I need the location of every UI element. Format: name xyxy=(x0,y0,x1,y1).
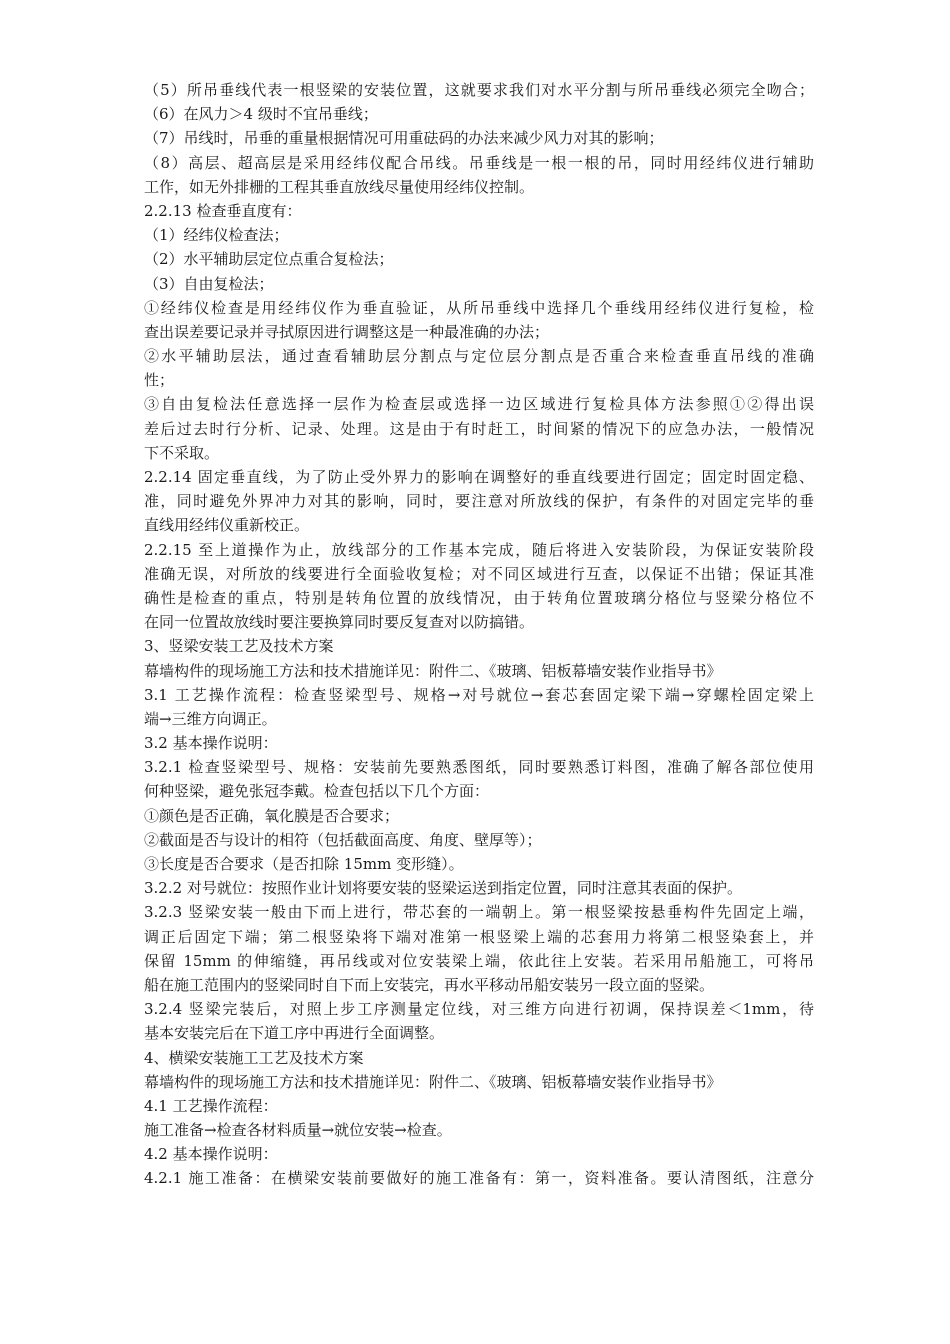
text-line: ③自由复检法任意选择一层作为检查层或选择一边区域进行复检具体方法参照①②得出误 xyxy=(144,395,814,414)
section-paragraph: 3.2.2 对号就位：按照作业计划将要安装的竖梁运送到指定位置，同时注意其表面的保护。 xyxy=(144,879,742,898)
text-line: ②截面是否与设计的相符（包括截面高度、角度、壁厚等）； xyxy=(144,830,542,849)
section-paragraph: 3.1 工艺操作流程：检查竖梁型号、规格→对号就位→套芯套固定梁下端→穿螺栓固定梁上 xyxy=(144,685,814,704)
text-line: 差后过去时行分析、记录、处理。这是由于有时赶工，时间紧的情况下的应急办法，一般情况 xyxy=(144,419,814,438)
chapter-heading: 4、横梁安装施工工艺及技术方案 xyxy=(144,1048,364,1067)
text-line: （1）经纬仪检查法； xyxy=(144,226,289,245)
text-line: 施工准备→检查各材料质量→就位安装→检查。 xyxy=(144,1121,452,1140)
text-line: 调正后固定下端；第二根竖染将下端对准第一根竖梁上端的芯套用力将第二根竖染套上，并 xyxy=(144,927,814,946)
section-heading: 2.2.13 检查垂直度有： xyxy=(144,201,302,220)
text-line: 在同一位置故放线时要注要换算同时要反复查对以防搞错。 xyxy=(144,613,535,632)
text-line: 准确无误，对所放的线要进行全面验收复检；对不同区域进行互查，以保证不出错；保证其准 xyxy=(144,564,814,583)
text-line: 基本安装完后在下道工序中再进行全面调整。 xyxy=(144,1024,445,1043)
text-line: 性； xyxy=(144,371,175,390)
text-line: ③长度是否合要求（是否扣除 15mm 变形缝）。 xyxy=(144,855,464,873)
text-line: 端→三维方向调正。 xyxy=(144,709,277,728)
text-line: 下不采取。 xyxy=(144,443,220,462)
text-line: 保留 15mm 的伸缩缝，再吊线或对位安装梁上端，依此往上安装。若采用吊船施工，可将吊 xyxy=(144,951,814,970)
section-paragraph: 3.2.3 竖梁安装一般由下而上进行，带芯套的一端朝上。第一根竖梁按悬垂构件先固定上端， xyxy=(144,903,814,922)
text-line: 准，同时避免外界冲力对其的影响，同时，要注意对所放线的保护，有条件的对固定完毕的垂 xyxy=(144,492,814,511)
section-paragraph: 2.2.15 至上道操作为止，放线部分的工作基本完成，随后将进入安装阶段，为保证安装阶段 xyxy=(144,540,814,559)
text-line: 船在施工范围内的竖梁同时自下而上安装完，再水平移动吊船安装另一段立面的竖梁。 xyxy=(144,975,715,994)
section-heading: 4.2 基本操作说明： xyxy=(144,1145,278,1164)
text-line: ②水平辅助层法，通过查看辅助层分割点与定位层分割点是否重合来检查垂直吊线的准确 xyxy=(144,347,814,366)
text-line: 幕墙构件的现场施工方法和技术措施详见：附件二、《玻璃、铝板幕墙安装作业指导书》 xyxy=(144,1072,722,1091)
text-line: 确性是检查的重点，特别是转角位置的放线情况，由于转角位置玻璃分格位与竖梁分格位不 xyxy=(144,588,814,607)
text-line: （7）吊线时，吊垂的重量根据情况可用重砝码的办法来减少风力对其的影响； xyxy=(144,129,664,148)
text-line: 直线用经纬仪重新校正。 xyxy=(144,516,310,535)
text-line: ①经纬仪检查是用经纬仪作为垂直验证，从所吊垂线中选择几个垂线用经纬仪进行复检，检 xyxy=(144,298,814,317)
section-paragraph: 4.2.1 施工准备：在横梁安装前要做好的施工准备有：第一，资料准备。要认清图纸，注意分 xyxy=(144,1169,814,1188)
section-paragraph: 3.2.1 检查竖梁型号、规格：安装前先要熟悉图纸，同时要熟悉订料图，准确了解各部位使用 xyxy=(144,758,814,777)
text-line: 何种竖梁，避免张冠李戴。检查包括以下几个方面： xyxy=(144,782,490,801)
text-line: （8）高层、超高层是采用经纬仪配合吊线。吊垂线是一根一根的吊，同时用经纬仪进行辅助 xyxy=(144,153,814,172)
text-line: 幕墙构件的现场施工方法和技术措施详见：附件二、《玻璃、铝板幕墙安装作业指导书》 xyxy=(144,661,722,680)
text-line: （5）所吊垂线代表一根竖梁的安装位置，这就要求我们对水平分割与所吊垂线必须完全吻合； xyxy=(144,81,814,99)
text-line: （6）在风力＞4 级时不宜吊垂线； xyxy=(144,105,378,124)
section-paragraph: 3.2.4 竖梁完装后，对照上步工序测量定位线，对三维方向进行初调，保持误差＜1mm，待 xyxy=(144,1000,814,1019)
text-line: 查出误差要记录并寻拭原因进行调整这是一种最准确的办法； xyxy=(144,322,550,341)
text-line: （3）自由复检法； xyxy=(144,274,274,293)
text-line: （2）水平辅助层定位点重合复检法； xyxy=(144,250,394,269)
document-body xyxy=(144,78,814,1191)
text-line: ①颜色是否正确，氧化膜是否合要求； xyxy=(144,806,400,825)
text-line: 工作，如无外排栅的工程其垂直放线尽量使用经纬仪控制。 xyxy=(144,177,535,196)
section-heading: 3.2 基本操作说明： xyxy=(144,734,278,753)
chapter-heading: 3、竖梁安装工艺及技术方案 xyxy=(144,637,334,656)
section-heading: 4.1 工艺操作流程： xyxy=(144,1096,278,1115)
section-paragraph: 2.2.14 固定垂直线，为了防止受外界力的影响在调整好的垂直线要进行固定；固定时固定稳、 xyxy=(144,468,814,486)
